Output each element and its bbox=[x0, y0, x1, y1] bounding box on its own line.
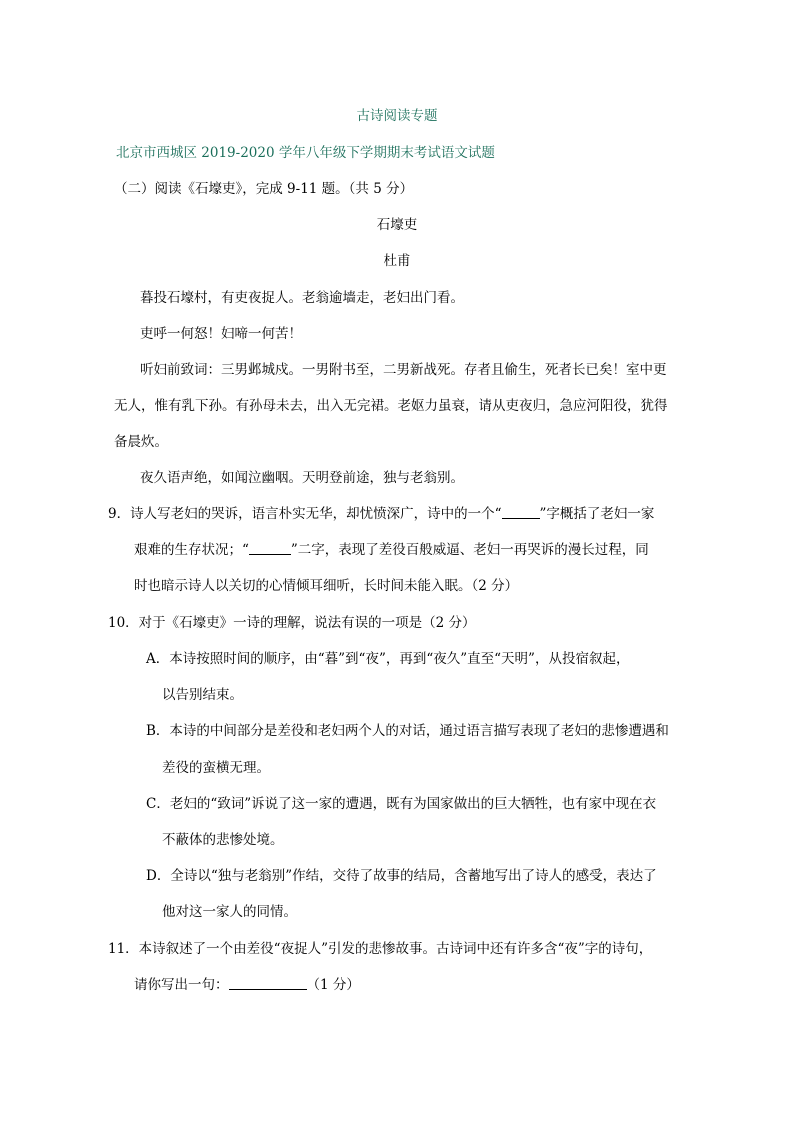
q10-option-b-line-1: B．本诗的中间部分是差役和老妇两个人的对话，通过语言描写表现了老妇的悲惨遭遇和 bbox=[146, 723, 669, 739]
poem-paragraph-1: 暮投石壕村，有吏夜捉人。老翁逾墙走，老妇出门看。 bbox=[140, 290, 464, 306]
section-instruction: （二）阅读《石壕吏》，完成 9-11 题。（共 5 分） bbox=[114, 181, 414, 197]
q10-option-b-line-2: 差役的蛮横无理。 bbox=[162, 760, 270, 776]
question-9-line-3: 时也暗示诗人以关切的心情倾耳细听，长时间未能入眠。（2 分） bbox=[134, 578, 519, 594]
q10-option-c-line-2: 不蔽体的悲惨处境。 bbox=[162, 832, 284, 848]
question-11-line-2 bbox=[134, 976, 360, 994]
q10-option-a-line-2: 以告别结束。 bbox=[162, 687, 243, 703]
q9-answer-blank-1[interactable] bbox=[502, 506, 540, 519]
q11-text-b: （1 分） bbox=[306, 977, 360, 993]
poem-paragraph-2: 吏呼一何怒！妇啼一何苦！ bbox=[140, 326, 302, 342]
q10-option-a-line-1: A．本诗按照时间的顺序，由“暮”到“夜”，再到“夜久”直至“天明”，从投宿叙起， bbox=[146, 651, 630, 667]
poem-paragraph-3-line-2: 无人，惟有乳下孙。有孙母未去，出入无完裙。老妪力虽衰，请从吏夜归，急应河阳役，犹得 bbox=[114, 398, 668, 414]
q9-answer-blank-2[interactable] bbox=[249, 542, 291, 555]
q11-answer-blank[interactable] bbox=[229, 977, 307, 990]
source-line: 北京市西城区 2019-2020 学年八年级下学期期末考试语文试题 bbox=[116, 145, 495, 161]
poem-paragraph-3-line-3: 备晨炊。 bbox=[114, 434, 168, 450]
poem-title: 石壕吏 bbox=[376, 217, 418, 233]
q10-option-c-line-1: C．老妇的“致词”诉说了这一家的遭遇，既有为国家做出的巨大牺牲，也有家中现在衣 bbox=[146, 796, 657, 812]
question-10-stem: 10．对于《石壕吏》一诗的理解，说法有误的一项是（2 分） bbox=[108, 615, 476, 631]
poem-paragraph-4: 夜久语声绝，如闻泣幽咽。天明登前途，独与老翁别。 bbox=[140, 470, 464, 486]
question-9-line-1 bbox=[108, 505, 654, 523]
topic-title: 古诗阅读专题 bbox=[356, 108, 438, 124]
q9-text-d: ”二字，表现了差役百般威逼、老妇一再哭诉的漫长过程，同 bbox=[290, 542, 649, 558]
poem-paragraph-3-line-1: 听妇前致词：三男邺城戍。一男附书至，二男新战死。存者且偷生，死者长已矣！室中更 bbox=[140, 362, 667, 378]
q10-option-d-line-2: 他对这一家人的同情。 bbox=[162, 904, 297, 920]
q9-text-b: ”字概括了老妇一家 bbox=[539, 506, 655, 522]
q10-option-d-line-1: D．全诗以“独与老翁别”作结，交待了故事的结局，含蓄地写出了诗人的感受，表达了 bbox=[146, 868, 657, 884]
q9-text-a: 9．诗人写老妇的哭诉，语言朴实无华，却忧愤深广，诗中的一个“ bbox=[108, 506, 502, 522]
q9-text-c: 艰难的生存状况；“ bbox=[134, 542, 249, 558]
question-9-line-2 bbox=[134, 541, 649, 559]
question-11-line-1: 11．本诗叙述了一个由差役“夜捉人”引发的悲惨故事。古诗词中还有许多含“夜”字的诗句， bbox=[108, 941, 653, 957]
poem-author: 杜甫 bbox=[383, 253, 411, 269]
q11-text-a: 请你写出一句： bbox=[134, 977, 229, 993]
